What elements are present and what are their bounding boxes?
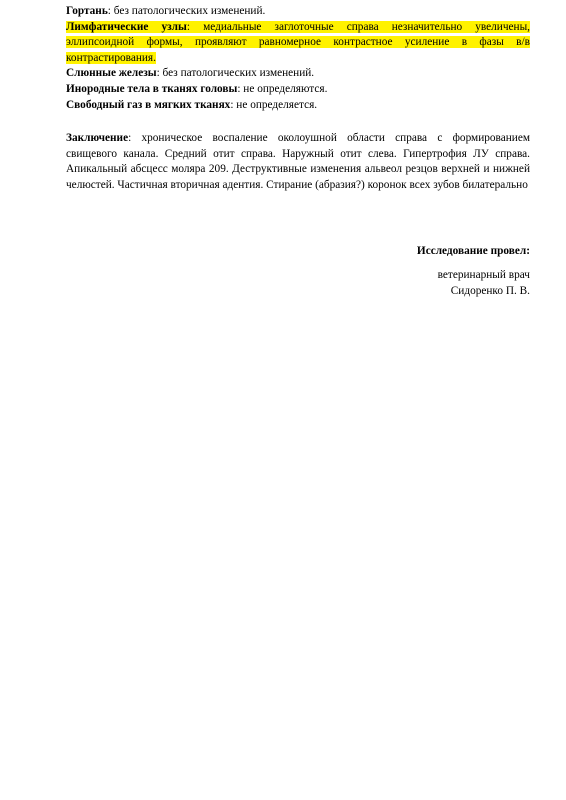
finding-text: : без патологических изменений. [156,67,315,80]
signature-heading-text: Исследование провел: [416,245,530,257]
finding-larynx [66,4,530,20]
finding-label: Слюнные железы [66,67,157,80]
conclusion-paragraph [66,131,530,193]
finding-foreign-bodies [66,82,530,98]
finding-text: : не определяются. [237,82,328,95]
finding-label: Гортань [66,5,108,17]
finding-text: : без патологических изменений. [107,5,266,17]
conclusion-section [66,131,530,193]
finding-lymph-nodes [66,20,530,67]
finding-label: Свободный газ в мягких тканях [66,98,231,111]
finding-text: : не определяется. [230,98,318,111]
finding-text: : медиальные заглоточные справа незначительно увеличены, эллипсоидной формы, проявляют равномерное контрастное усиление в фазы в/в контрастирования. [66,20,531,64]
signature-heading [417,244,530,260]
conclusion-label: Заключение [66,132,129,144]
signature-position: ветеринарный врач [437,269,530,281]
signature-name: Сидоренко П. В. [450,285,530,297]
finding-salivary-glands [66,66,530,82]
highlighted-text [66,21,530,64]
finding-free-gas [66,98,530,114]
conclusion-text: : хроническое воспаление околоушной области справа с формированием свищевого канала. Средний отит справа. Наружный отит слева. Гипертрофия ЛУ справа. Апикальный абсцесс моляра 209. Деструктивные изменения альвеол резцов верхней и нижней челюстей. Частичная вторичная адентия. Стирание (абразия?) коронок всех зубов билатерально [66,132,530,191]
finding-label: Инородные тела в тканях головы [66,82,238,95]
findings-section [66,4,530,113]
finding-label: Лимфатические узлы [66,20,187,33]
